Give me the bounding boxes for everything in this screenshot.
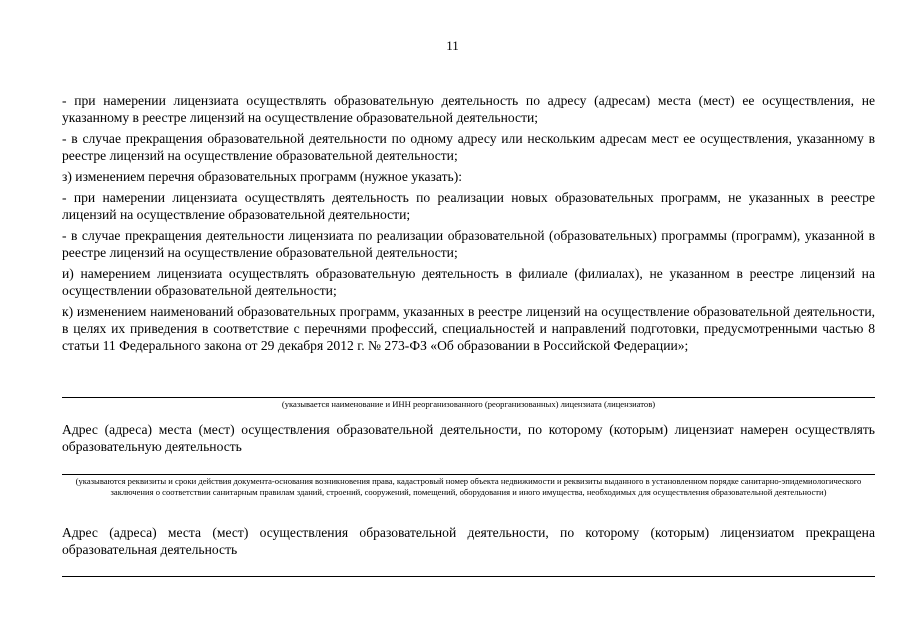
fill-line-reorganized[interactable] [62, 397, 875, 398]
body-text [62, 92, 875, 358]
hint-reorganized: (указывается наименование и ИНН реорганизованного (реорганизованных) лицензиата (лицензиатов) [281, 399, 656, 409]
paragraph-new-programs: - при намерении лицензиата осуществлять деятельность по реализации новых образовательных программ, не указанных в реестре лицензий на осуществление образовательной деятельности; [62, 190, 875, 222]
page-number: 11 [446, 38, 459, 53]
hint-documents: (указываются реквизиты и сроки действия документа-основания возникновения права, кадастровый номер объекта недвижимости и реквизиты выданного в установленном порядке санитарно-эпидемиологического заключения о соответствии санитарным правилам зданий, строений, сооружений, помещений, оборудования и иного имущества, необходимых для осуществления образовательной деятельности) [75, 476, 862, 497]
paragraph-program-names: к) изменением наименований образовательных программ, указанных в реестре лицензий на осуществление образовательной деятельности, в целях их приведения в соответствие с перечнями профессий, специальностей и направлений подготовки, предусмотренными частью 8 статьи 11 Федерального закона от 29 декабря 2012 г. № 273-ФЗ «Об образовании в Российской Федерации»; [62, 304, 875, 353]
fill-line-address-planned[interactable] [62, 474, 875, 475]
heading-address-planned: Адрес (адреса) места (мест) осуществления образовательной деятельности, по которому (которым) лицензиат намерен осуществлять образовательную деятельность [62, 422, 875, 454]
paragraph-programs-change: з) изменением перечня образовательных программ (нужное указать): [62, 169, 463, 184]
paragraph-programs-terminated: - в случае прекращения деятельности лицензиата по реализации образовательной (образовательных) программы (программ), указанной в реестре лицензий на осуществление образовательной деятельности; [62, 228, 875, 260]
heading-address-terminated: Адрес (адреса) места (мест) осуществления образовательной деятельности, по которому (которым) лицензиатом прекращена образовательная деятельность [62, 525, 875, 557]
paragraph-address-not-in-registry: - при намерении лицензиата осуществлять образовательную деятельность по адресу (адресам) места (мест) ее осуществления, не указанному в реестре лицензий на осуществление образовательной деятельности; [62, 93, 875, 125]
paragraph-branch: и) намерением лицензиата осуществлять образовательную деятельность в филиале (филиалах), не указанном в реестре лицензий на осуществлении образовательной деятельности; [62, 266, 875, 298]
paragraph-address-terminated: - в случае прекращения образовательной деятельности по одному адресу или нескольким адресам мест ее осуществления, указанному в реестре лицензий на осуществление образовательной деятельности; [62, 131, 875, 163]
fill-line-address-terminated[interactable] [62, 576, 875, 577]
